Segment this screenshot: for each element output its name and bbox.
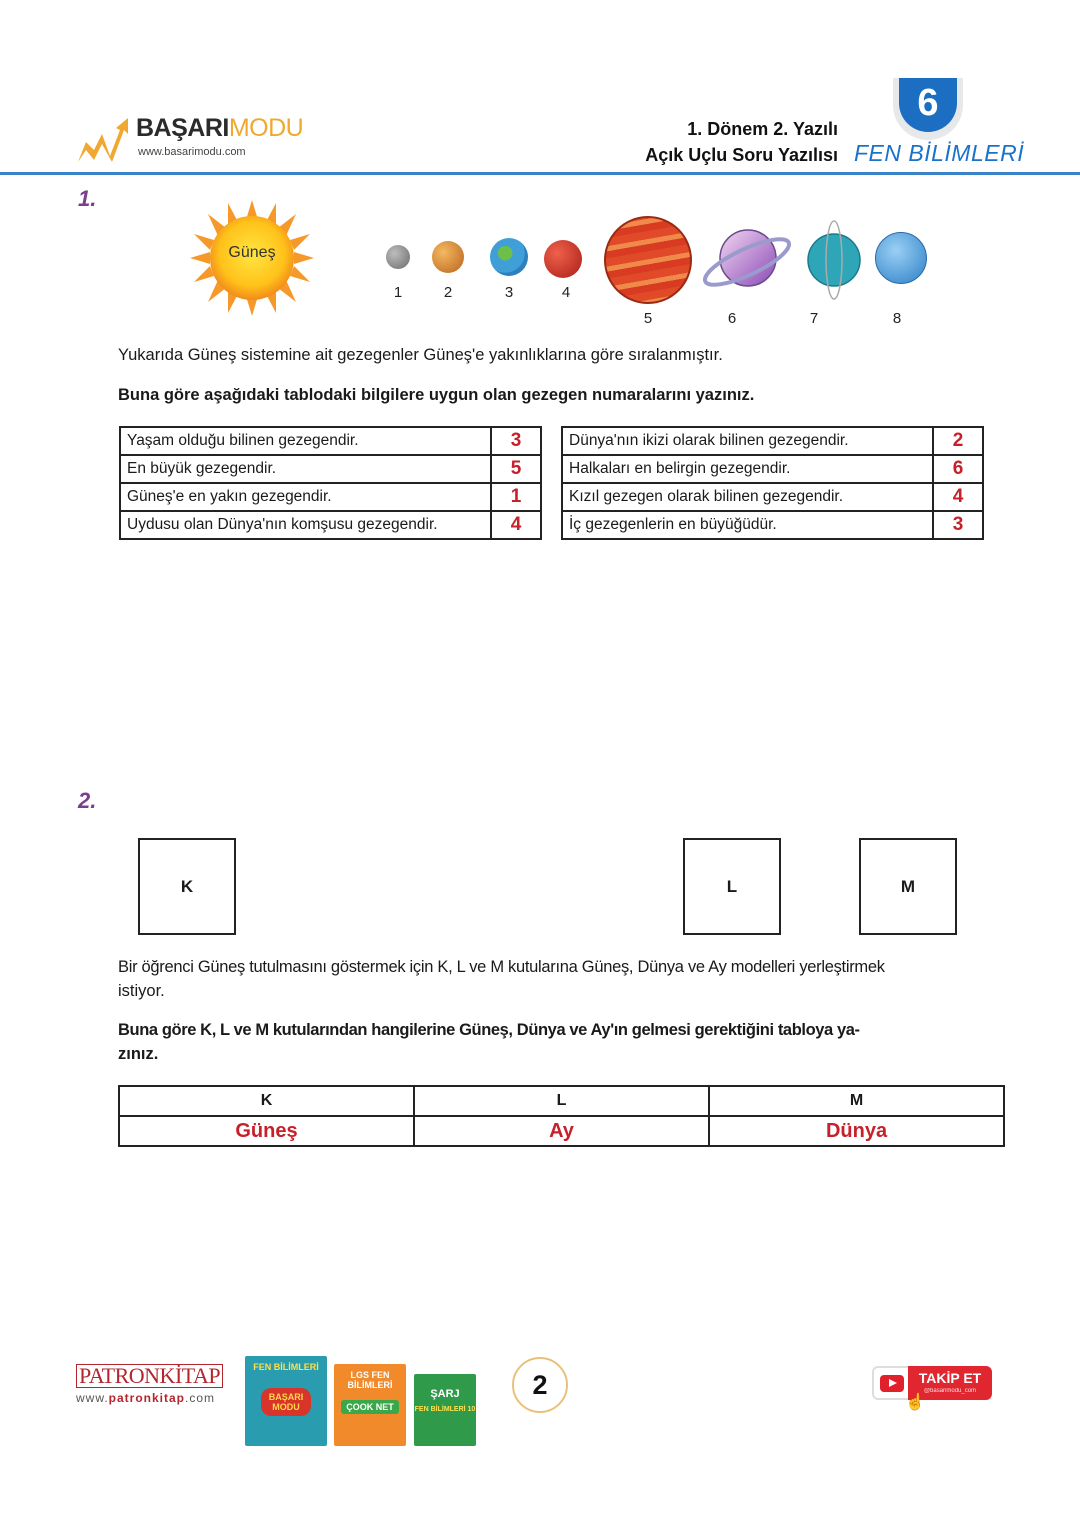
box-k: K xyxy=(138,838,236,935)
answer-cell[interactable]: 4 xyxy=(491,511,541,539)
planet-7-uranus xyxy=(806,220,862,300)
statement-cell: İç gezegenlerin en büyüğüdür. xyxy=(562,511,933,539)
statement-cell: Halkaları en belirgin gezegendir. xyxy=(562,455,933,483)
planet-4-mars xyxy=(544,240,582,278)
planet-3-earth xyxy=(490,238,528,276)
header-divider xyxy=(0,172,1080,175)
header-l: L xyxy=(414,1086,709,1116)
table-answer-row xyxy=(119,1116,1004,1146)
book-cover-sarj[interactable]: ŞARJ FEN BİLİMLERİ 10 xyxy=(414,1374,476,1446)
statement-cell: Uydusu olan Dünya'nın komşusu gezegendir. xyxy=(120,511,491,539)
q1-left-table xyxy=(119,426,542,540)
table-header-row xyxy=(119,1086,1004,1116)
follow-label: TAKİP ET xyxy=(918,1370,982,1386)
patronkitap-logo[interactable] xyxy=(76,1364,223,1405)
answer-cell[interactable]: 4 xyxy=(933,483,983,511)
basarimodu-logo xyxy=(76,112,336,168)
q2-instruction-line1: Buna göre K, L ve M kutularından hangilerine Güneş, Dünya ve Ay'ın gelmesi gerektiğini tabloya ya- xyxy=(118,1021,860,1039)
table-row xyxy=(120,427,541,455)
publisher-url: www.patronkitap.com xyxy=(76,1391,216,1405)
sun-label: Güneş xyxy=(228,244,276,261)
youtube-follow-button[interactable] xyxy=(872,1366,992,1400)
question-1-number: 1. xyxy=(78,186,97,211)
answer-cell[interactable]: 2 xyxy=(933,427,983,455)
grade-badge xyxy=(893,78,963,140)
sun-illustration xyxy=(190,200,314,316)
answer-m[interactable]: Dünya xyxy=(709,1116,1004,1146)
planet-label-5: 5 xyxy=(643,310,653,327)
planet-8-neptune xyxy=(875,232,927,284)
q2-intro-line1: Bir öğrenci Güneş tutulmasını göstermek için K, L ve M kutularına Güneş, Dünya ve Ay modelleri yerleştirmek xyxy=(118,958,885,976)
planet-label-1: 1 xyxy=(393,284,403,301)
table-row xyxy=(120,483,541,511)
book-cover-fen-bilimleri[interactable]: FEN BİLİMLERİ BAŞARI MODU xyxy=(245,1356,327,1446)
exam-title-line2: Açık Uçlu Soru Yazılısı xyxy=(645,145,838,165)
planet-1-mercury xyxy=(386,245,410,269)
planet-label-7: 7 xyxy=(809,310,819,327)
planet-2-venus xyxy=(432,241,464,273)
box-l: L xyxy=(683,838,781,935)
header-k: K xyxy=(119,1086,414,1116)
answer-l[interactable]: Ay xyxy=(414,1116,709,1146)
grade-number: 6 xyxy=(899,78,957,132)
answer-cell[interactable]: 3 xyxy=(491,427,541,455)
hand-pointer-icon: ☝ xyxy=(905,1394,925,1411)
statement-cell: Yaşam olduğu bilinen gezegendir. xyxy=(120,427,491,455)
planet-6-saturn xyxy=(700,222,794,294)
q2-answer-table xyxy=(118,1085,1005,1147)
answer-cell[interactable]: 3 xyxy=(933,511,983,539)
planet-label-4: 4 xyxy=(561,284,571,301)
answer-cell[interactable]: 1 xyxy=(491,483,541,511)
page-number: 2 xyxy=(512,1357,568,1413)
table-row xyxy=(562,427,983,455)
table-row xyxy=(562,483,983,511)
q2-intro-line2: istiyor. xyxy=(118,982,165,1000)
header-m: M xyxy=(709,1086,1004,1116)
follow-handle: @basarimodu_com xyxy=(923,1388,977,1394)
statement-cell: Dünya'nın ikizi olarak bilinen gezegendir. xyxy=(562,427,933,455)
q1-right-table xyxy=(561,426,984,540)
q2-instruction-line2: zınız. xyxy=(118,1045,159,1063)
answer-cell[interactable]: 5 xyxy=(491,455,541,483)
answer-k[interactable]: Güneş xyxy=(119,1116,414,1146)
exam-title-line1: 1. Dönem 2. Yazılı xyxy=(687,119,838,139)
statement-cell: Güneş'e en yakın gezegendir. xyxy=(120,483,491,511)
brand-url: www.basarimodu.com xyxy=(138,146,246,158)
planet-label-2: 2 xyxy=(443,284,453,301)
table-row xyxy=(562,511,983,539)
rising-arrow-icon xyxy=(76,116,132,166)
q1-instruction: Buna göre aşağıdaki tablodaki bilgilere uygun olan gezegen numaralarını yazınız. xyxy=(118,386,755,404)
subject-title: FEN BİLİMLERİ xyxy=(854,140,1025,166)
planet-5-jupiter xyxy=(604,216,692,304)
statement-cell: En büyük gezegendir. xyxy=(120,455,491,483)
answer-cell[interactable]: 6 xyxy=(933,455,983,483)
publisher-name: PATRONKİTAP xyxy=(76,1364,223,1388)
book-cover-cook-net[interactable]: LGS FEN BİLİMLERİ ÇOOK NET xyxy=(334,1364,406,1446)
table-row xyxy=(562,455,983,483)
statement-cell: Kızıl gezegen olarak bilinen gezegendir. xyxy=(562,483,933,511)
planet-label-3: 3 xyxy=(504,284,514,301)
brand-name: BAŞARIMODU xyxy=(136,114,304,142)
table-row xyxy=(120,455,541,483)
planet-label-6: 6 xyxy=(727,310,737,327)
table-row xyxy=(120,511,541,539)
question-2-number: 2. xyxy=(78,788,97,813)
box-m: M xyxy=(859,838,957,935)
exam-title xyxy=(645,116,838,168)
planet-label-8: 8 xyxy=(892,310,902,327)
q1-intro-text: Yukarıda Güneş sistemine ait gezegenler Güneş'e yakınlıklarına göre sıralanmıştır. xyxy=(118,346,723,364)
